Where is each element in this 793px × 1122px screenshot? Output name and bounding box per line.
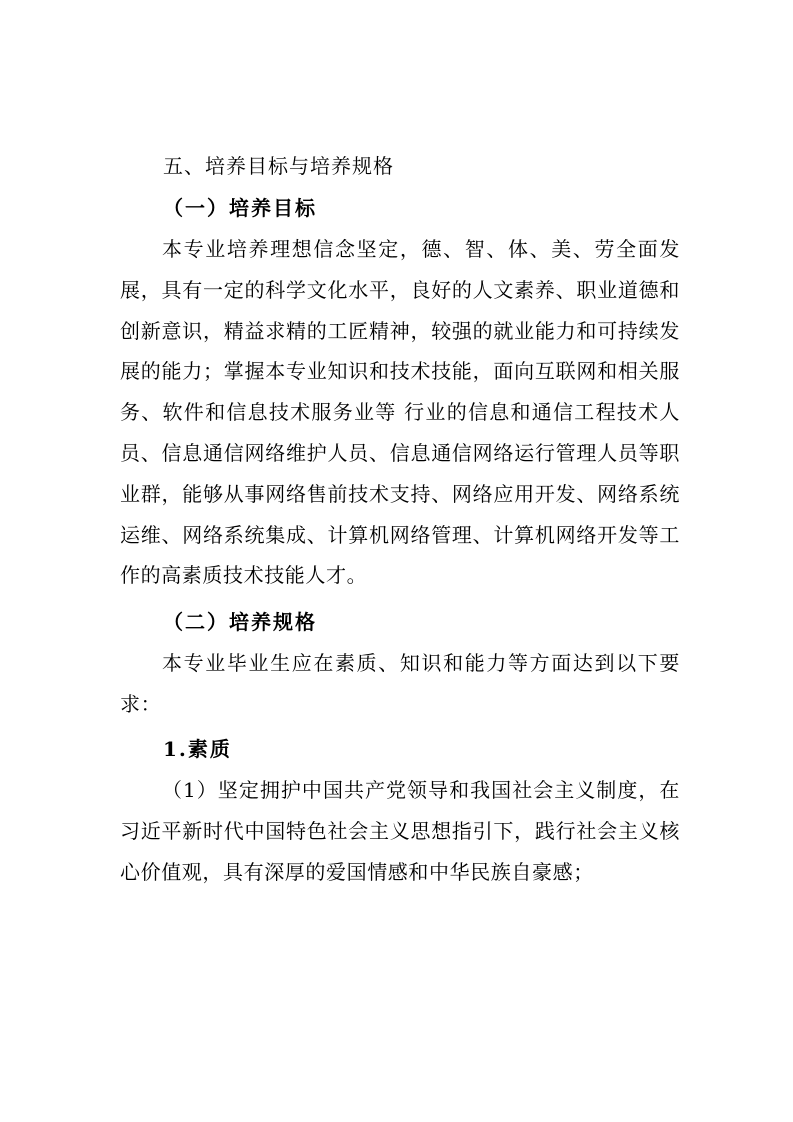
training-specs-paragraph: 本专业毕业生应在素质、知识和能力等方面达到以下要求： <box>120 651 680 716</box>
training-goals-paragraph: 本专业培养理想信念坚定，德、智、体、美、劳全面发展，具有一定的科学文化水平，良好的人文素养、职业道德和创新意识，精益求精的工匠精神，较强的就业能力和可持续发展的能力；掌握本专业知识和技术技能，面向互联网和相关服务、软件和信息技术服务业等 行业的信息和通信工程技术人员、信息通信网络维护人员、信息通信网络运行管理人员等职业群，能够从事网络售前技术支持、网络应用开发、网络系统运维、网络系统集成、计算机网络管理、计算机网络开发等工作的高素质技术技能人才。 <box>120 237 680 588</box>
item-title-quality: 1.素质 <box>163 737 232 761</box>
subsection-title-training-goals: （一）培养目标 <box>163 196 317 220</box>
section-title: 五、培养目标与培养规格 <box>163 154 394 178</box>
quality-item-paragraph: （1）坚定拥护中国共产党领导和我国社会主义制度，在习近平新时代中国特色社会主义思想指引下，践行社会主义核心价值观，具有深厚的爱国情感和中华民族自豪感； <box>120 778 680 884</box>
subsection-title-training-specs: （二）培养规格 <box>163 610 317 634</box>
